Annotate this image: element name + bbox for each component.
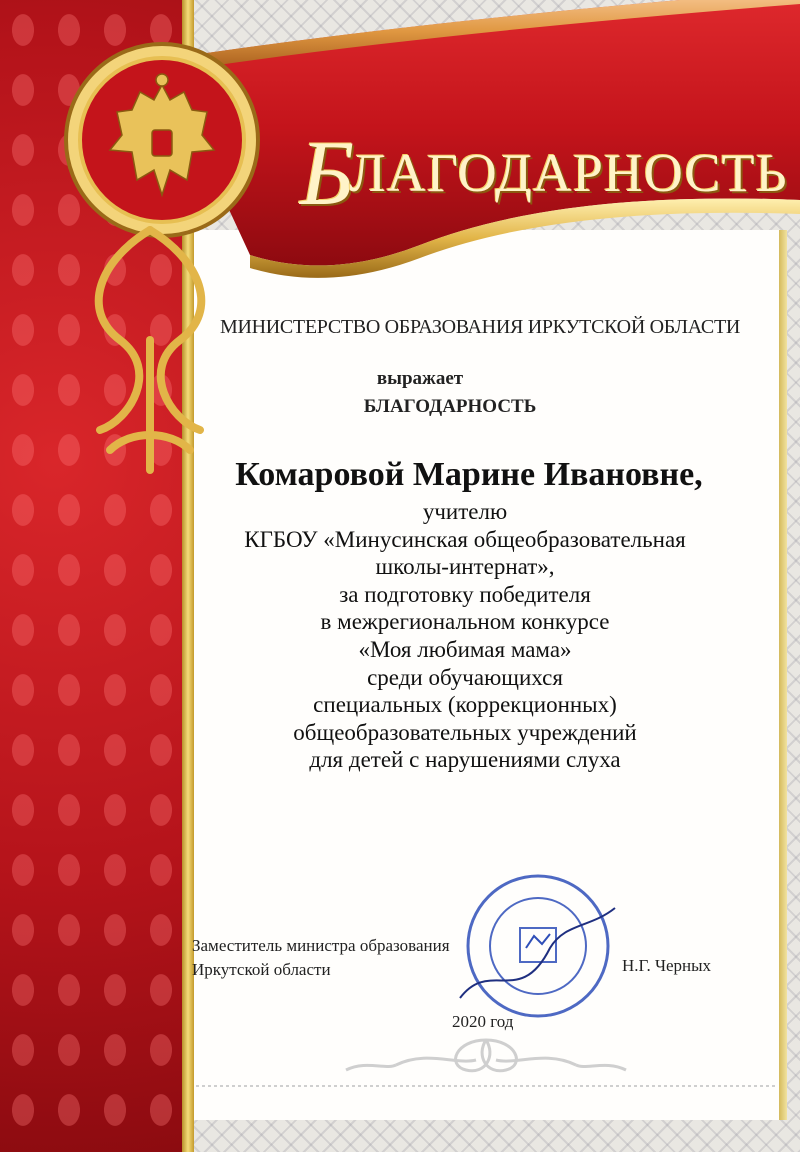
- description-line: для детей с нарушениями слуха: [309, 747, 621, 773]
- paper-right-border: [779, 230, 787, 1120]
- coat-of-arms-emblem: [62, 40, 262, 240]
- ministry-name: МИНИСТЕРСТВО ОБРАЗОВАНИЯ ИРКУТСКОЙ ОБЛАСТИ: [219, 316, 741, 338]
- signatory-name: Н.Г. Черных: [622, 956, 712, 975]
- certificate-title: [300, 118, 790, 228]
- signatory-position-line: Заместитель министра образования: [192, 936, 450, 955]
- description-line: КГБОУ «Минусинская общеобразовательная: [244, 526, 686, 552]
- official-seal-stamp: [450, 868, 620, 1028]
- description-line: среди обучающихся: [367, 664, 563, 690]
- description-line: в межрегиональном конкурсе: [320, 609, 610, 635]
- description-line: школы-интернат»,: [375, 554, 555, 580]
- description-line: учителю: [422, 499, 508, 524]
- signature-icon: [460, 908, 615, 998]
- certificate-year: 2020 год: [452, 1012, 514, 1031]
- title-first-letter: Б: [300, 122, 356, 224]
- signatory-position-line: Иркутской области: [192, 960, 331, 979]
- description-line: «Моя любимая мама»: [358, 636, 572, 662]
- signatory-position: [192, 934, 450, 982]
- description-line: за подготовку победителя: [339, 581, 591, 607]
- gold-scroll-ornament: [40, 220, 260, 480]
- description-line: специальных (коррекционных): [313, 692, 617, 718]
- award-description: [180, 498, 750, 774]
- bottom-ornament: [196, 1020, 776, 1100]
- gratitude-heading: БЛАГОДАРНОСТЬ: [363, 396, 537, 417]
- expresses-label: выражает: [376, 368, 464, 389]
- description-line: общеобразовательных учреждений: [293, 719, 637, 745]
- recipient-name: Комаровой Марине Ивановне,: [235, 456, 703, 493]
- title-rest: ЛАГОДАРНОСТЬ: [349, 143, 788, 203]
